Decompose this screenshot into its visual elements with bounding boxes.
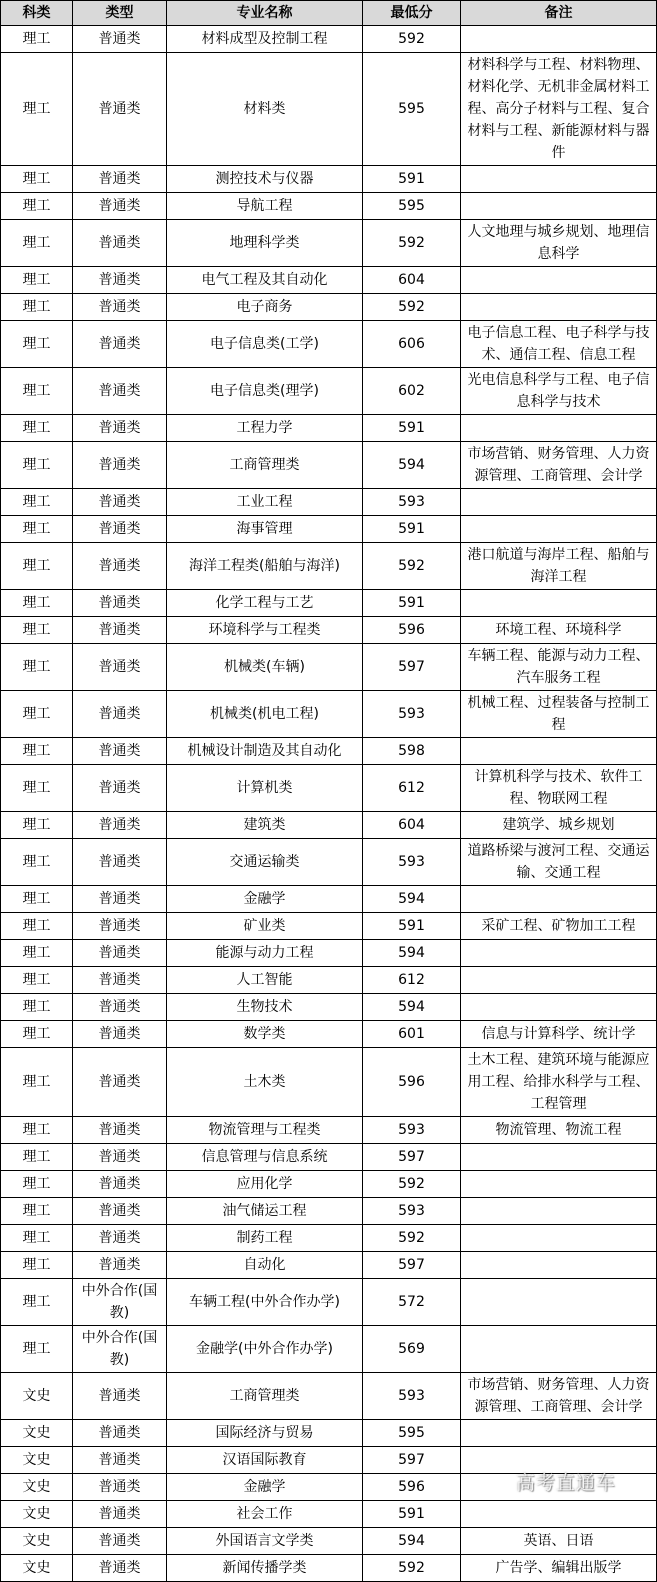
cell-note: 计算机科学与技术、软件工程、物联网工程 <box>461 765 657 812</box>
cell-major: 电子信息类(工学) <box>167 321 363 368</box>
cell-score: 604 <box>363 267 461 294</box>
table-row <box>1 193 657 220</box>
cell-category: 理工 <box>1 1225 73 1252</box>
table-row <box>1 590 657 617</box>
cell-note <box>461 940 657 967</box>
cell-score: 596 <box>363 617 461 644</box>
table-row <box>1 1447 657 1474</box>
cell-score: 594 <box>363 1528 461 1555</box>
cell-major: 海事管理 <box>167 516 363 543</box>
cell-note <box>461 1326 657 1373</box>
cell-note <box>461 516 657 543</box>
table-row <box>1 321 657 368</box>
cell-major: 计算机类 <box>167 765 363 812</box>
table-row <box>1 1373 657 1420</box>
cell-note: 信息与计算科学、统计学 <box>461 1021 657 1048</box>
table-row <box>1 1420 657 1447</box>
cell-type: 普通类 <box>73 294 167 321</box>
header-major-name: 专业名称 <box>167 1 363 26</box>
cell-score: 597 <box>363 1252 461 1279</box>
cell-note: 电子信息工程、电子科学与技术、通信工程、信息工程 <box>461 321 657 368</box>
cell-category: 文史 <box>1 1528 73 1555</box>
table-row <box>1 1144 657 1171</box>
cell-category: 理工 <box>1 294 73 321</box>
cell-type: 普通类 <box>73 193 167 220</box>
cell-score: 594 <box>363 940 461 967</box>
table-row <box>1 1474 657 1501</box>
cell-score: 598 <box>363 738 461 765</box>
cell-note <box>461 294 657 321</box>
cell-note: 机械工程、过程装备与控制工程 <box>461 691 657 738</box>
cell-category: 理工 <box>1 543 73 590</box>
cell-note: 市场营销、财务管理、人力资源管理、工商管理、会计学 <box>461 442 657 489</box>
table-row <box>1 294 657 321</box>
cell-major: 化学工程与工艺 <box>167 590 363 617</box>
cell-note: 人文地理与城乡规划、地理信息科学 <box>461 220 657 267</box>
cell-major: 人工智能 <box>167 967 363 994</box>
cell-category: 理工 <box>1 1171 73 1198</box>
table-row <box>1 1225 657 1252</box>
cell-major: 电子信息类(理学) <box>167 368 363 415</box>
cell-note <box>461 590 657 617</box>
cell-note <box>461 1225 657 1252</box>
cell-type: 普通类 <box>73 1144 167 1171</box>
cell-type: 普通类 <box>73 220 167 267</box>
cell-major: 能源与动力工程 <box>167 940 363 967</box>
cell-major: 电子商务 <box>167 294 363 321</box>
cell-note <box>461 886 657 913</box>
cell-type: 普通类 <box>73 1171 167 1198</box>
cell-major: 导航工程 <box>167 193 363 220</box>
cell-type: 普通类 <box>73 691 167 738</box>
cell-major: 车辆工程(中外合作办学) <box>167 1279 363 1326</box>
cell-category: 理工 <box>1 1048 73 1117</box>
cell-score: 591 <box>363 415 461 442</box>
cell-category: 理工 <box>1 415 73 442</box>
cell-major: 社会工作 <box>167 1501 363 1528</box>
cell-note <box>461 1252 657 1279</box>
cell-type: 普通类 <box>73 1117 167 1144</box>
cell-category: 文史 <box>1 1474 73 1501</box>
cell-note <box>461 193 657 220</box>
cell-score: 593 <box>363 839 461 886</box>
cell-note: 建筑学、城乡规划 <box>461 812 657 839</box>
table-row <box>1 1279 657 1326</box>
cell-note: 车辆工程、能源与动力工程、汽车服务工程 <box>461 644 657 691</box>
cell-type: 普通类 <box>73 1252 167 1279</box>
table-body <box>1 26 657 1582</box>
cell-type: 普通类 <box>73 994 167 1021</box>
cell-major: 应用化学 <box>167 1171 363 1198</box>
cell-major: 汉语国际教育 <box>167 1447 363 1474</box>
cell-note: 光电信息科学与工程、电子信息科学与技术 <box>461 368 657 415</box>
cell-type: 普通类 <box>73 368 167 415</box>
table-row <box>1 415 657 442</box>
cell-category: 文史 <box>1 1373 73 1420</box>
cell-major: 数学类 <box>167 1021 363 1048</box>
cell-category: 文史 <box>1 1555 73 1582</box>
cell-score: 591 <box>363 166 461 193</box>
cell-category: 理工 <box>1 886 73 913</box>
cell-score: 592 <box>363 1171 461 1198</box>
cell-major: 工商管理类 <box>167 442 363 489</box>
table-row <box>1 489 657 516</box>
cell-major: 油气储运工程 <box>167 1198 363 1225</box>
cell-type: 普通类 <box>73 516 167 543</box>
table-row <box>1 1198 657 1225</box>
cell-type: 普通类 <box>73 442 167 489</box>
table-row <box>1 26 657 53</box>
cell-category: 理工 <box>1 1252 73 1279</box>
cell-type: 普通类 <box>73 26 167 53</box>
cell-category: 理工 <box>1 1117 73 1144</box>
cell-score: 597 <box>363 1144 461 1171</box>
table-row <box>1 1171 657 1198</box>
cell-category: 理工 <box>1 691 73 738</box>
cell-category: 文史 <box>1 1501 73 1528</box>
cell-score: 602 <box>363 368 461 415</box>
cell-note <box>461 1501 657 1528</box>
cell-major: 金融学 <box>167 886 363 913</box>
cell-major: 工业工程 <box>167 489 363 516</box>
cell-category: 理工 <box>1 1198 73 1225</box>
cell-major: 信息管理与信息系统 <box>167 1144 363 1171</box>
cell-type: 普通类 <box>73 1447 167 1474</box>
cell-score: 596 <box>363 1474 461 1501</box>
cell-category: 理工 <box>1 765 73 812</box>
cell-type: 普通类 <box>73 812 167 839</box>
cell-note <box>461 738 657 765</box>
cell-note: 港口航道与海岸工程、船舶与海洋工程 <box>461 543 657 590</box>
cell-type: 普通类 <box>73 53 167 166</box>
cell-major: 矿业类 <box>167 913 363 940</box>
cell-type: 普通类 <box>73 940 167 967</box>
cell-type: 普通类 <box>73 267 167 294</box>
header-min-score: 最低分 <box>363 1 461 26</box>
cell-category: 理工 <box>1 967 73 994</box>
cell-type: 普通类 <box>73 1373 167 1420</box>
cell-type: 普通类 <box>73 967 167 994</box>
table-row <box>1 1252 657 1279</box>
cell-score: 612 <box>363 967 461 994</box>
cell-category: 理工 <box>1 940 73 967</box>
table-row <box>1 267 657 294</box>
cell-major: 机械设计制造及其自动化 <box>167 738 363 765</box>
cell-score: 595 <box>363 53 461 166</box>
cell-type: 普通类 <box>73 1048 167 1117</box>
cell-major: 交通运输类 <box>167 839 363 886</box>
cell-major: 建筑类 <box>167 812 363 839</box>
cell-category: 理工 <box>1 590 73 617</box>
cell-note <box>461 1447 657 1474</box>
table-row <box>1 1555 657 1582</box>
cell-type: 中外合作(国教) <box>73 1326 167 1373</box>
cell-score: 593 <box>363 1373 461 1420</box>
table-row <box>1 967 657 994</box>
cell-note: 道路桥梁与渡河工程、交通运输、交通工程 <box>461 839 657 886</box>
table-row <box>1 691 657 738</box>
cell-category: 理工 <box>1 321 73 368</box>
cell-category: 理工 <box>1 220 73 267</box>
table-row <box>1 220 657 267</box>
cell-major: 土木类 <box>167 1048 363 1117</box>
cell-major: 新闻传播学类 <box>167 1555 363 1582</box>
cell-type: 普通类 <box>73 1021 167 1048</box>
cell-score: 592 <box>363 220 461 267</box>
table-row <box>1 442 657 489</box>
cell-category: 理工 <box>1 53 73 166</box>
cell-type: 普通类 <box>73 913 167 940</box>
cell-type: 普通类 <box>73 166 167 193</box>
table-row <box>1 166 657 193</box>
cell-major: 外国语言文学类 <box>167 1528 363 1555</box>
cell-note: 物流管理、物流工程 <box>461 1117 657 1144</box>
cell-major: 物流管理与工程类 <box>167 1117 363 1144</box>
table-row <box>1 913 657 940</box>
table-row <box>1 940 657 967</box>
cell-score: 594 <box>363 994 461 1021</box>
cell-type: 中外合作(国教) <box>73 1279 167 1326</box>
cell-category: 理工 <box>1 193 73 220</box>
cell-category: 理工 <box>1 267 73 294</box>
cell-type: 普通类 <box>73 1501 167 1528</box>
cell-category: 理工 <box>1 489 73 516</box>
cell-major: 制药工程 <box>167 1225 363 1252</box>
cell-type: 普通类 <box>73 1474 167 1501</box>
cell-category: 理工 <box>1 26 73 53</box>
header-row <box>1 1 657 26</box>
cell-major: 机械类(机电工程) <box>167 691 363 738</box>
header-type: 类型 <box>73 1 167 26</box>
cell-category: 理工 <box>1 812 73 839</box>
cell-major: 测控技术与仪器 <box>167 166 363 193</box>
cell-score: 606 <box>363 321 461 368</box>
cell-major: 材料成型及控制工程 <box>167 26 363 53</box>
cell-score: 592 <box>363 294 461 321</box>
table-row <box>1 1021 657 1048</box>
cell-major: 工商管理类 <box>167 1373 363 1420</box>
cell-major: 材料类 <box>167 53 363 166</box>
cell-note <box>461 26 657 53</box>
cell-note: 广告学、编辑出版学 <box>461 1555 657 1582</box>
cell-category: 文史 <box>1 1420 73 1447</box>
table-row <box>1 738 657 765</box>
cell-type: 普通类 <box>73 738 167 765</box>
cell-note <box>461 267 657 294</box>
table-row <box>1 1528 657 1555</box>
cell-note: 市场营销、财务管理、人力资源管理、工商管理、会计学 <box>461 1373 657 1420</box>
table-row <box>1 994 657 1021</box>
cell-note <box>461 166 657 193</box>
cell-category: 理工 <box>1 839 73 886</box>
table-row <box>1 516 657 543</box>
header-category: 科类 <box>1 1 73 26</box>
cell-score: 596 <box>363 1048 461 1117</box>
table-row <box>1 765 657 812</box>
cell-score: 572 <box>363 1279 461 1326</box>
cell-category: 理工 <box>1 1144 73 1171</box>
cell-note: 土木工程、建筑环境与能源应用工程、给排水科学与工程、工程管理 <box>461 1048 657 1117</box>
cell-note <box>461 415 657 442</box>
table-row <box>1 368 657 415</box>
cell-note: 英语、日语 <box>461 1528 657 1555</box>
cell-score: 595 <box>363 1420 461 1447</box>
cell-major: 海洋工程类(船舶与海洋) <box>167 543 363 590</box>
cell-type: 普通类 <box>73 644 167 691</box>
table-row <box>1 617 657 644</box>
cell-category: 理工 <box>1 994 73 1021</box>
cell-score: 593 <box>363 691 461 738</box>
cell-score: 593 <box>363 1198 461 1225</box>
cell-score: 591 <box>363 590 461 617</box>
cell-type: 普通类 <box>73 1555 167 1582</box>
cell-type: 普通类 <box>73 839 167 886</box>
header-remarks: 备注 <box>461 1 657 26</box>
cell-score: 594 <box>363 886 461 913</box>
cell-type: 普通类 <box>73 1225 167 1252</box>
cell-type: 普通类 <box>73 765 167 812</box>
cell-note <box>461 1279 657 1326</box>
cell-type: 普通类 <box>73 415 167 442</box>
cell-type: 普通类 <box>73 617 167 644</box>
cell-score: 592 <box>363 26 461 53</box>
table-row <box>1 1048 657 1117</box>
cell-note <box>461 1420 657 1447</box>
cell-category: 文史 <box>1 1447 73 1474</box>
table-row <box>1 644 657 691</box>
cell-category: 理工 <box>1 1021 73 1048</box>
cell-category: 理工 <box>1 368 73 415</box>
cell-major: 地理科学类 <box>167 220 363 267</box>
cell-score: 597 <box>363 1447 461 1474</box>
cell-score: 593 <box>363 489 461 516</box>
cell-category: 理工 <box>1 644 73 691</box>
cell-type: 普通类 <box>73 321 167 368</box>
cell-major: 电气工程及其自动化 <box>167 267 363 294</box>
cell-type: 普通类 <box>73 1528 167 1555</box>
cell-major: 生物技术 <box>167 994 363 1021</box>
cell-major: 工程力学 <box>167 415 363 442</box>
cell-score: 591 <box>363 1501 461 1528</box>
table-row <box>1 1326 657 1373</box>
cell-category: 理工 <box>1 617 73 644</box>
cell-score: 591 <box>363 913 461 940</box>
cell-category: 理工 <box>1 1326 73 1373</box>
cell-note <box>461 967 657 994</box>
cell-note <box>461 994 657 1021</box>
cell-note <box>461 1474 657 1501</box>
cell-type: 普通类 <box>73 1198 167 1225</box>
cell-major: 机械类(车辆) <box>167 644 363 691</box>
cell-score: 595 <box>363 193 461 220</box>
cell-type: 普通类 <box>73 590 167 617</box>
table-row <box>1 839 657 886</box>
cell-score: 594 <box>363 442 461 489</box>
table-row <box>1 53 657 166</box>
cell-type: 普通类 <box>73 543 167 590</box>
table-row <box>1 812 657 839</box>
cell-note <box>461 489 657 516</box>
cell-major: 环境科学与工程类 <box>167 617 363 644</box>
cell-major: 自动化 <box>167 1252 363 1279</box>
table-row <box>1 543 657 590</box>
cell-score: 601 <box>363 1021 461 1048</box>
cell-score: 592 <box>363 543 461 590</box>
cell-score: 612 <box>363 765 461 812</box>
table-row <box>1 1117 657 1144</box>
cell-category: 理工 <box>1 516 73 543</box>
cell-note <box>461 1198 657 1225</box>
cell-score: 604 <box>363 812 461 839</box>
cell-score: 593 <box>363 1117 461 1144</box>
cell-score: 569 <box>363 1326 461 1373</box>
cell-score: 592 <box>363 1225 461 1252</box>
cell-note <box>461 1171 657 1198</box>
cell-type: 普通类 <box>73 886 167 913</box>
cell-note <box>461 1144 657 1171</box>
cell-major: 国际经济与贸易 <box>167 1420 363 1447</box>
table-row <box>1 886 657 913</box>
cell-score: 592 <box>363 1555 461 1582</box>
cell-category: 理工 <box>1 1279 73 1326</box>
cell-major: 金融学 <box>167 1474 363 1501</box>
cell-category: 理工 <box>1 913 73 940</box>
cell-score: 591 <box>363 516 461 543</box>
cell-category: 理工 <box>1 166 73 193</box>
cell-score: 597 <box>363 644 461 691</box>
cell-category: 理工 <box>1 442 73 489</box>
cell-note: 材料科学与工程、材料物理、材料化学、无机非金属材料工程、高分子材料与工程、复合材料与工程、新能源材料与器件 <box>461 53 657 166</box>
cell-major: 金融学(中外合作办学) <box>167 1326 363 1373</box>
cell-note: 采矿工程、矿物加工工程 <box>461 913 657 940</box>
table-row <box>1 1501 657 1528</box>
cell-category: 理工 <box>1 738 73 765</box>
cell-note: 环境工程、环境科学 <box>461 617 657 644</box>
cell-type: 普通类 <box>73 1420 167 1447</box>
cell-type: 普通类 <box>73 489 167 516</box>
watermark-logo: 高考直通车 <box>516 1472 617 1494</box>
